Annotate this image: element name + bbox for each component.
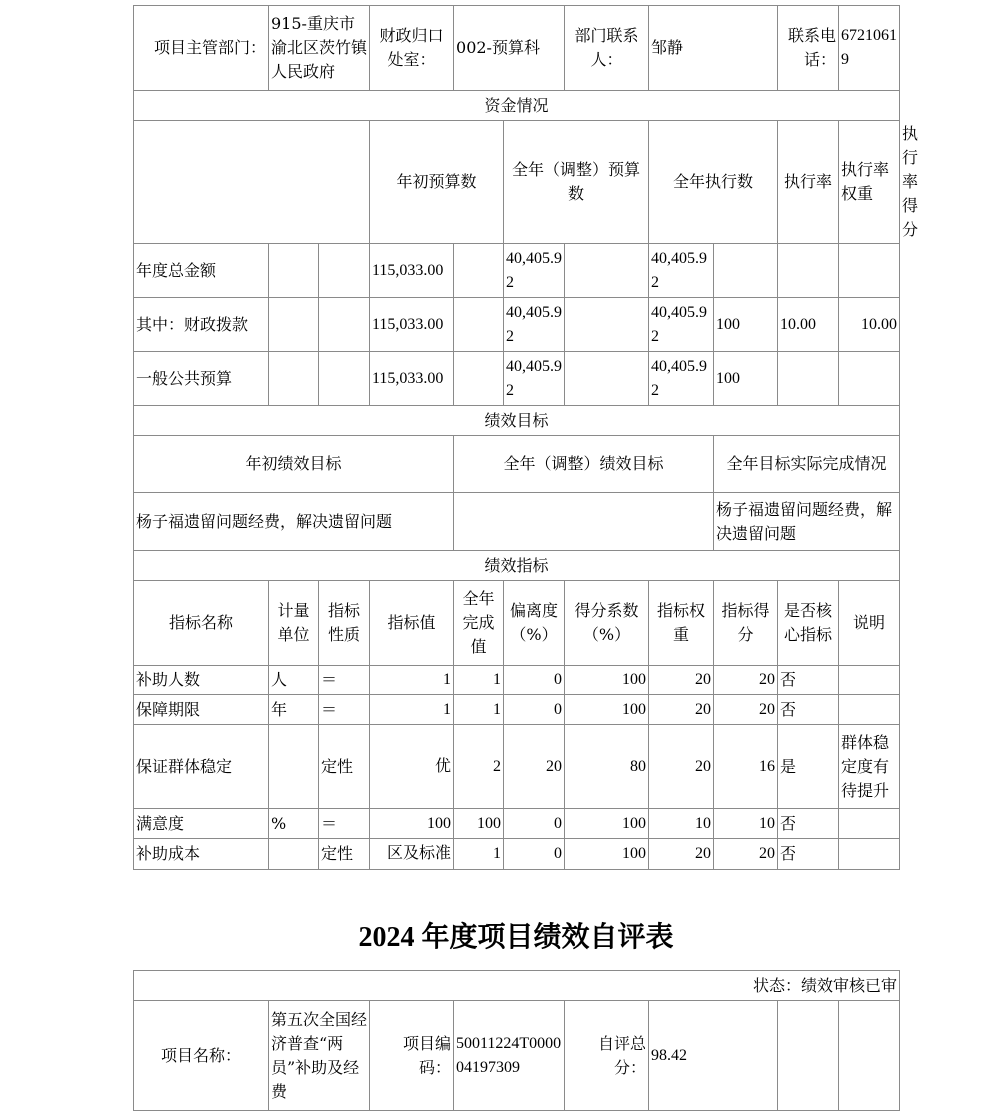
execution-rate: 100 bbox=[714, 298, 778, 352]
indicator-cell: ＝ bbox=[319, 666, 370, 695]
indicator-cell: 0 bbox=[504, 695, 565, 725]
funding-label: 其中：财政拨款 bbox=[134, 298, 269, 352]
indicator-cell: 保证群体稳定 bbox=[134, 725, 269, 809]
funding-row bbox=[134, 352, 900, 406]
header-cell: 指标得分 bbox=[714, 581, 778, 666]
indicator-cell: 0 bbox=[504, 666, 565, 695]
indicator-row bbox=[134, 695, 900, 725]
funding-section-title: 资金情况 bbox=[134, 91, 900, 121]
indicator-cell: 20 bbox=[649, 695, 714, 725]
rate-score: 10.00 bbox=[839, 298, 900, 352]
empty-cell bbox=[269, 352, 319, 406]
goals-row bbox=[134, 493, 900, 551]
indicator-cell bbox=[269, 725, 319, 809]
empty-cell bbox=[269, 298, 319, 352]
indicator-cell: 20 bbox=[649, 725, 714, 809]
indicator-cell: 80 bbox=[565, 725, 649, 809]
status-row bbox=[134, 971, 900, 1001]
indicator-header-row bbox=[134, 581, 900, 666]
indicator-cell: 20 bbox=[649, 666, 714, 695]
adjusted-budget: 40,405.92 bbox=[504, 352, 565, 406]
adjusted-goal bbox=[454, 493, 714, 551]
project-row bbox=[134, 1001, 900, 1111]
indicator-cell: 否 bbox=[778, 839, 839, 870]
dept-value: 915-重庆市渝北区茨竹镇人民政府 bbox=[269, 6, 370, 91]
rate-score bbox=[839, 244, 900, 298]
funding-label: 年度总金额 bbox=[134, 244, 269, 298]
indicator-cell: 群体稳定度有待提升 bbox=[839, 725, 900, 809]
indicator-cell: 16 bbox=[714, 725, 778, 809]
dept-label: 项目主管部门： bbox=[134, 6, 269, 91]
goals-section-title: 绩效目标 bbox=[134, 406, 900, 436]
indicator-cell bbox=[839, 666, 900, 695]
indicator-cell: 1 bbox=[370, 666, 454, 695]
indicator-cell: 年 bbox=[269, 695, 319, 725]
indicator-cell bbox=[839, 695, 900, 725]
indicator-cell: 1 bbox=[454, 666, 504, 695]
rate-weight bbox=[778, 244, 839, 298]
section-row bbox=[134, 91, 900, 121]
indicator-cell: 20 bbox=[714, 695, 778, 725]
header-cell: 计量单位 bbox=[269, 581, 319, 666]
indicator-cell: 100 bbox=[454, 809, 504, 839]
execution-rate: 100 bbox=[714, 352, 778, 406]
rate-weight bbox=[778, 352, 839, 406]
header-cell: 全年（调整）预算数 bbox=[504, 121, 649, 244]
header-cell: 年初预算数 bbox=[370, 121, 504, 244]
contact-label: 部门联系人： bbox=[565, 6, 649, 91]
header-cell: 指标名称 bbox=[134, 581, 269, 666]
initial-budget: 115,033.00 bbox=[370, 244, 454, 298]
initial-budget: 115,033.00 bbox=[370, 352, 454, 406]
header-cell: 是否核心指标 bbox=[778, 581, 839, 666]
indicator-cell: 定性 bbox=[319, 725, 370, 809]
header-cell: 指标值 bbox=[370, 581, 454, 666]
actual-goal: 杨子福遗留问题经费，解决遗留问题 bbox=[714, 493, 900, 551]
info-row bbox=[134, 6, 900, 91]
empty-cell bbox=[565, 244, 649, 298]
empty-cell bbox=[778, 1001, 839, 1111]
indicator-cell: 否 bbox=[778, 666, 839, 695]
indicator-cell: 100 bbox=[565, 666, 649, 695]
empty-cell bbox=[565, 298, 649, 352]
indicators-section-title: 绩效指标 bbox=[134, 551, 900, 581]
header-cell: 全年目标实际完成情况 bbox=[714, 436, 900, 493]
indicator-cell: 20 bbox=[504, 725, 565, 809]
section-row bbox=[134, 406, 900, 436]
header-cell: 指标权重 bbox=[649, 581, 714, 666]
empty-cell bbox=[454, 298, 504, 352]
indicator-cell: 10 bbox=[649, 809, 714, 839]
total-score-label: 自评总分： bbox=[565, 1001, 649, 1111]
execution-rate bbox=[714, 244, 778, 298]
indicator-cell: 优 bbox=[370, 725, 454, 809]
indicator-cell: 定性 bbox=[319, 839, 370, 870]
header-cell: 指标性质 bbox=[319, 581, 370, 666]
office-label: 财政归口处室： bbox=[370, 6, 454, 91]
empty-cell bbox=[454, 244, 504, 298]
funding-header-row: 年初预算数 全年（调整）预算数 全年执行数 执行率 执行率权重 执行率得分 bbox=[134, 121, 900, 244]
indicator-cell: 补助人数 bbox=[134, 666, 269, 695]
indicator-cell: 10 bbox=[714, 809, 778, 839]
empty-cell bbox=[134, 121, 370, 244]
funding-row bbox=[134, 298, 900, 352]
empty-cell bbox=[319, 298, 370, 352]
indicator-cell: 100 bbox=[565, 809, 649, 839]
goals-header-row bbox=[134, 436, 900, 493]
indicator-cell: 1 bbox=[370, 695, 454, 725]
indicator-cell: 20 bbox=[649, 839, 714, 870]
indicator-row bbox=[134, 666, 900, 695]
performance-table-upper bbox=[133, 5, 919, 870]
total-score-value: 98.42 bbox=[649, 1001, 778, 1111]
indicator-cell: 20 bbox=[714, 839, 778, 870]
project-name-value: 第五次全国经济普查“两员”补助及经费 bbox=[269, 1001, 370, 1111]
indicator-cell: 1 bbox=[454, 695, 504, 725]
header-cell: 全年完成值 bbox=[454, 581, 504, 666]
indicator-cell: ＝ bbox=[319, 809, 370, 839]
empty-cell bbox=[565, 352, 649, 406]
status-text: 状态：绩效审核已审 bbox=[134, 971, 900, 1001]
indicator-cell: 20 bbox=[714, 666, 778, 695]
indicator-row bbox=[134, 839, 900, 870]
header-cell: 年初绩效目标 bbox=[134, 436, 454, 493]
project-name-label: 项目名称： bbox=[134, 1001, 269, 1111]
indicator-cell: 100 bbox=[370, 809, 454, 839]
funding-row bbox=[134, 244, 900, 298]
adjusted-budget: 40,405.92 bbox=[504, 244, 565, 298]
empty-cell bbox=[454, 352, 504, 406]
indicator-cell: 保障期限 bbox=[134, 695, 269, 725]
form-title: 2024 年度项目绩效自评表 bbox=[358, 922, 674, 953]
indicator-cell: 否 bbox=[778, 809, 839, 839]
performance-table-lower bbox=[133, 970, 900, 1111]
office-value: 002-预算科 bbox=[454, 6, 565, 91]
phone-label: 联系电话： bbox=[778, 6, 839, 91]
rate-weight: 10.00 bbox=[778, 298, 839, 352]
project-code-value: 50011224T000004197309 bbox=[454, 1001, 565, 1111]
indicator-cell bbox=[269, 839, 319, 870]
project-code-label: 项目编码： bbox=[370, 1001, 454, 1111]
indicator-cell: 1 bbox=[454, 839, 504, 870]
indicator-cell: 100 bbox=[565, 839, 649, 870]
indicator-cell: 2 bbox=[454, 725, 504, 809]
indicator-row bbox=[134, 725, 900, 809]
header-cell: 执行率 bbox=[778, 121, 839, 244]
indicator-cell: 区及标准 bbox=[370, 839, 454, 870]
header-cell: 偏离度（%） bbox=[504, 581, 565, 666]
phone-value: 67210619 bbox=[839, 6, 900, 91]
empty-cell bbox=[839, 1001, 900, 1111]
indicator-cell: ＝ bbox=[319, 695, 370, 725]
header-cell: 执行率权重 bbox=[839, 121, 900, 244]
indicator-cell: % bbox=[269, 809, 319, 839]
indicator-cell: 是 bbox=[778, 725, 839, 809]
indicator-cell: 0 bbox=[504, 839, 565, 870]
indicator-cell: 100 bbox=[565, 695, 649, 725]
empty-cell bbox=[319, 352, 370, 406]
header-cell: 全年（调整）绩效目标 bbox=[454, 436, 714, 493]
indicator-cell bbox=[839, 809, 900, 839]
indicator-cell: 补助成本 bbox=[134, 839, 269, 870]
header-cell: 得分系数（%） bbox=[565, 581, 649, 666]
header-cell: 说明 bbox=[839, 581, 900, 666]
indicator-cell bbox=[839, 839, 900, 870]
header-cell: 全年执行数 bbox=[649, 121, 778, 244]
initial-goal: 杨子福遗留问题经费，解决遗留问题 bbox=[134, 493, 454, 551]
empty-cell bbox=[269, 244, 319, 298]
section-row bbox=[134, 551, 900, 581]
indicator-cell: 0 bbox=[504, 809, 565, 839]
indicator-cell: 人 bbox=[269, 666, 319, 695]
empty-cell bbox=[319, 244, 370, 298]
rate-score bbox=[839, 352, 900, 406]
executed-amount: 40,405.92 bbox=[649, 352, 714, 406]
indicator-cell: 满意度 bbox=[134, 809, 269, 839]
executed-amount: 40,405.92 bbox=[649, 298, 714, 352]
adjusted-budget: 40,405.92 bbox=[504, 298, 565, 352]
executed-amount: 40,405.92 bbox=[649, 244, 714, 298]
indicator-row bbox=[134, 809, 900, 839]
funding-label: 一般公共预算 bbox=[134, 352, 269, 406]
contact-value: 邹静 bbox=[649, 6, 778, 91]
indicator-cell: 否 bbox=[778, 695, 839, 725]
initial-budget: 115,033.00 bbox=[370, 298, 454, 352]
